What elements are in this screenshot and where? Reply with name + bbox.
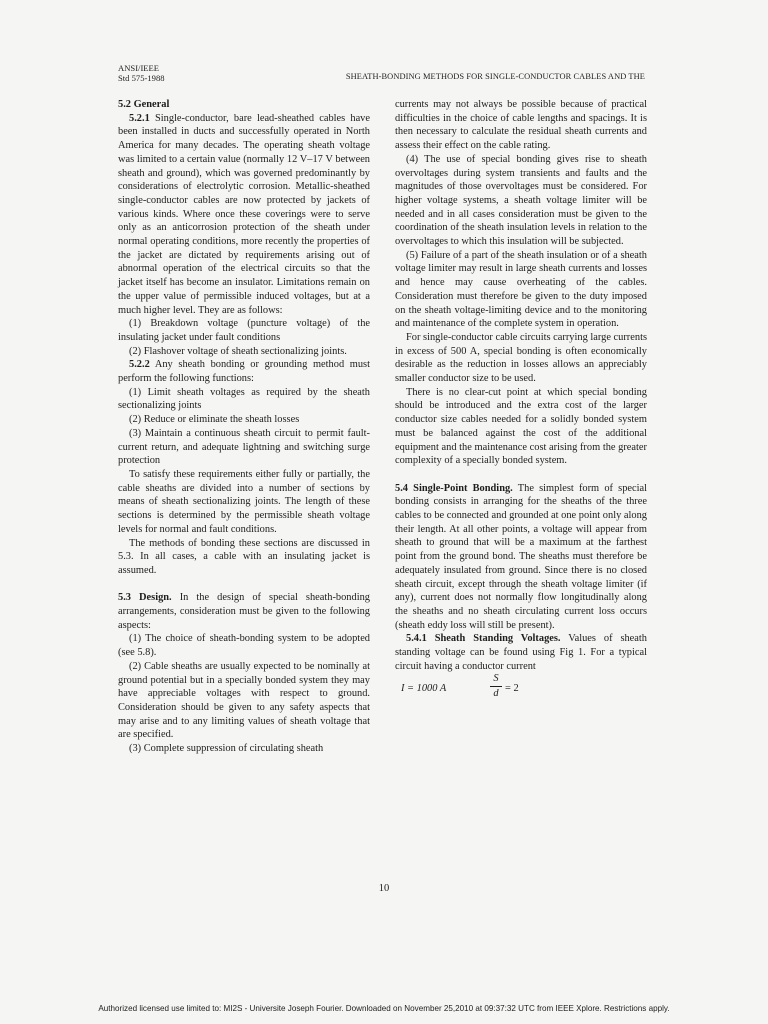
equation-rhs: = 2 <box>505 682 519 694</box>
license-footer: Authorized licensed use limited to: MI2S - Universite Joseph Fourier. Downloaded on November 25,2010 at 09:37:32 UTC from IEEE Xplore. Restrictions apply. <box>98 1004 670 1013</box>
section-5-2-heading: 5.2 General <box>118 99 170 110</box>
paragraph-text: Values of sheath standing voltage can be found using Fig 1. For a typical circuit having a conductor current <box>395 633 647 672</box>
list-item: (5) Failure of a part of the sheath insulation or of a sheath voltage limiter may result in large sheath currents and losses and hence may cause overheating of the cables. Consideration must therefore be given to the duty imposed on the sheath voltage-limiting device and to the monitoring and maintenance of the complete system in operation. <box>395 249 647 330</box>
section-5-3-paragraph <box>118 591 370 632</box>
clause-number: 5.2.1 <box>129 112 150 124</box>
paragraph-text: Single-conductor, bare lead-sheathed cables have been installed in ducts and successfully operated in North America for many decades. The operating sheath voltage was limited to a certain value (normally 12 V–17 V between sheath and ground), which was governed predominantly by considerations of electrolytic corrosion. Metallic-sheathed single-conductor cables are now protected by jackets of various kinds. Where once these coverings were to serve only as an anticorrosion protection of the sheath under normal operating conditions, more recently the properties of the jacket are dictated by requirements arising out of abnormal operation of the electrical circuits so that the jacket itself has become an insulator. Limitations remain on the upper value of permissible induced voltages, but at a much higher level. They are as follows: <box>118 112 370 316</box>
running-title: SHEATH-BONDING METHODS FOR SINGLE-CONDUCTOR CABLES AND THE <box>345 72 645 81</box>
section-5-4-heading: 5.4 Single-Point Bonding. <box>395 482 513 494</box>
list-item: (2) Reduce or eliminate the sheath losses <box>129 414 300 426</box>
left-column <box>118 98 370 756</box>
section-5-3-heading: 5.3 Design. <box>118 592 172 604</box>
equation-fraction <box>490 673 502 700</box>
paragraph-5-2-2 <box>118 358 370 385</box>
standard-line-1: ANSI/IEEE <box>118 63 160 73</box>
fraction-denominator: d <box>493 687 499 699</box>
paragraph: There is no clear-cut point at which special bonding should be introduced and the extra cost of the larger conductor size cables needed for a solidly bonded system must be balanced against the cost of the additional equipment and the maintenance cost arising from the greater complexity of a specially bonded system. <box>395 386 647 467</box>
list-item: (4) The use of special bonding gives rise to sheath overvoltages during system transients and faults and the magnitudes of those overvoltages must be considered. For higher voltage systems, a sheath voltage limiter will be needed and in all cases consideration must be given to the coordination of the sheath insulation levels in relation to the overvoltages to which this insulation will be subjected. <box>395 153 647 248</box>
paragraph-text: In the design of special sheath-bonding arrangements, consideration must be given to the following aspects: <box>118 592 370 631</box>
list-item: (2) Flashover voltage of sheath sectionalizing joints. <box>129 345 347 357</box>
page-number: 10 <box>378 883 390 894</box>
fraction-numerator: S <box>493 672 499 684</box>
equation <box>395 672 647 706</box>
list-item: (1) Breakdown voltage (puncture voltage) of the insulating jacket under fault conditions <box>118 318 370 343</box>
paragraph: currents may not always be possible because of practical difficulties in the choice of cable lengths and spacings. It is then necessary to calculate the residual sheath currents and assess their effect on the cable rating. <box>395 99 647 152</box>
paragraph-text: Any sheath bonding or grounding method must perform the following functions: <box>118 359 370 385</box>
list-item: (2) Cable sheaths are usually expected to be nominally at ground potential but in a specially bonded system they may have appreciable voltages with respect to ground. Consideration should be given to any safety aspects that may arise and to any limiting values of sheath voltage that are specified. <box>118 660 370 741</box>
section-5-4-1-heading: 5.4.1 Sheath Standing Voltages. <box>406 633 561 645</box>
section-5-4-1-paragraph <box>395 632 647 673</box>
paragraph: To satisfy these requirements either fully or partially, the cable sheaths are divided into a number of sections by means of sheath sectionalizing joints. The length of these sections is determined by the permissible sheath voltage levels for normal and fault conditions. <box>118 468 370 535</box>
paragraph-5-2-1 <box>118 112 370 318</box>
fraction-bar <box>490 686 502 687</box>
standard-line-2: Std 575-1988 <box>118 73 165 83</box>
list-item: (1) The choice of sheath-bonding system to be adopted (see 5.8). <box>118 633 370 659</box>
clause-number: 5.2.2 <box>129 359 150 371</box>
list-item: (3) Complete suppression of circulating sheath <box>129 743 324 755</box>
paragraph: The methods of bonding these sections are discussed in 5.3. In all cases, a cable with an insulating jacket is assumed. <box>118 537 370 576</box>
equation-current: I = 1000 A <box>401 682 447 694</box>
paragraph: For single-conductor cable circuits carrying large currents in excess of 500 A, special bonding is often economically desirable as the reduction in losses allows an appreciably smaller conductor size to be used. <box>395 331 648 385</box>
right-column <box>395 98 647 706</box>
list-item: (1) Limit sheath voltages as required by the sheath sectionalizing joints <box>118 386 370 412</box>
paragraph-text: The simplest form of special bonding consists in arranging for the sheaths of the three cables to be connected and grounded at one point only along their length. At all other points, a voltage will appear from sheath to ground that will be a maximum at the farthest point from the ground bond. The sheaths must therefore be adequately insulated from ground. Since there is no closed sheath circuit, except through the sheath voltage limiter (if any), current does not normally flow longitudinally along the sheaths and no sheath circulating current loss occurs (sheath eddy loss will still be present). <box>395 482 648 631</box>
section-5-4-paragraph <box>395 482 647 633</box>
standard-designation <box>118 63 165 83</box>
list-item: (3) Maintain a continuous sheath circuit to permit fault-current return, and adequate lightning and switching surge protection <box>118 427 370 467</box>
